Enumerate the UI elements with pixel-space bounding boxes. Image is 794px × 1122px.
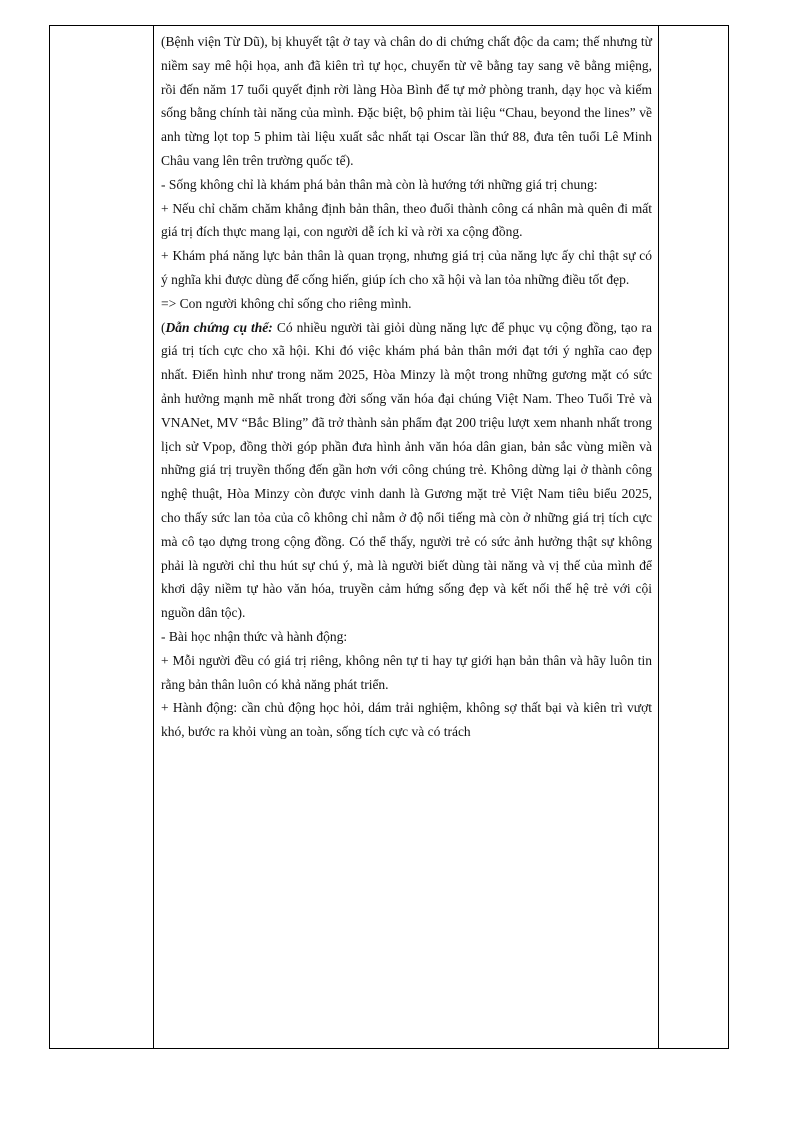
paragraph-lesson-action: + Hành động: cần chủ động học hỏi, dám trải nghiệm, không sợ thất bại và kiên trì vượt khó, bước ra khỏi vùng an toàn, sống tích cực và có trách bbox=[161, 700, 652, 740]
evidence-text: Có nhiều người tài giỏi dùng năng lực để phục vụ cộng đồng, tạo ra giá trị tích cực cho xã hội. Khi đó việc khám phá bản thân mới đạt tới ý nghĩa cao đẹp nhất. Điển hình như trong năm 2025, Hòa Minzy là một trong những gương mặt có sức ảnh hưởng mạnh mẽ nhất trong đời sống văn hóa đại chúng Việt Nam. Theo Tuổi Trẻ và VNANet, MV “Bắc Bling” đã trở thành sản phẩm đạt 200 triệu lượt xem nhanh nhất trong lịch sử Vpop, đồng thời góp phần đưa hình ảnh văn hóa dân gian, bản sắc vùng miền và những giá trị truyền thống đến gần hơn với công chúng trẻ. Không dừng lại ở thành công nghệ thuật, Hòa Minzy còn được vinh danh là Gương mặt trẻ Việt Nam tiêu biểu 2025, cho thấy sức lan tỏa của cô không chỉ nằm ở độ nổi tiếng mà còn ở những giá trị tích cực mà cô tạo dựng trong cộng đồng. Có thể thấy, người trẻ có sức ảnh hưởng thật sự không phải là người chỉ thu hút sự chú ý, mà là người biết dùng tài năng và vị thế của mình để khơi dậy niềm tự hào văn hóa, truyền cảm hứng sống đẹp và kết nối thế hệ trẻ với cội nguồn dân tộc). bbox=[161, 319, 652, 621]
answer-table bbox=[49, 25, 729, 1049]
paragraph-common-values: - Sống không chỉ là khám phá bản thân mà còn là hướng tới những giá trị chung: bbox=[161, 176, 598, 192]
paragraph-example-continuation: (Bệnh viện Từ Dũ), bị khuyết tật ở tay và chân do di chứng chất độc da cam; thế nhưng từ niềm say mê hội họa, anh đã kiên trì tự học, chuyển từ vẽ bằng tay sang vẽ bằng miệng, rồi đến năm 17 tuổi quyết định rời làng Hòa Bình để tự mở phòng tranh, dạy học và kiếm sống bằng chính tài năng của mình. Đặc biệt, bộ phim tài liệu “Chau, beyond the lines” về anh từng lọt top 5 phim tài liệu xuất sắc nhất tại Oscar lần thứ 88, đưa tên tuổi Lê Minh Châu vang lên trên trường quốc tế). bbox=[161, 34, 652, 168]
table-column-score bbox=[658, 26, 728, 1048]
paragraph-lesson-heading: - Bài học nhận thức và hành động: bbox=[161, 628, 348, 644]
paragraph-ability-value: + Khám phá năng lực bản thân là quan trọng, nhưng giá trị của năng lực ấy chỉ thật sự có ý nghĩa khi được dùng để cống hiến, giúp ích cho xã hội và lan tỏa những điều tốt đẹp. bbox=[161, 248, 652, 287]
evidence-label: Dẫn chứng cụ thể: bbox=[165, 319, 273, 335]
paragraph-self-assertion: + Nếu chỉ chăm chăm khẳng định bản thân, theo đuổi thành công cá nhân mà quên đi mất giá trị đích thực mang lại, con người dễ ích kỉ và rời xa cộng đồng. bbox=[161, 200, 652, 240]
evidence-open: ( bbox=[161, 319, 166, 335]
paragraph-evidence bbox=[161, 316, 652, 625]
paragraph-conclusion: => Con người không chỉ sống cho riêng mình. bbox=[161, 295, 412, 311]
table-column-question bbox=[50, 26, 154, 1048]
table-column-content bbox=[155, 26, 658, 1048]
paragraph-lesson-awareness: + Mỗi người đều có giá trị riêng, không nên tự ti hay tự giới hạn bản thân và hãy luôn tin rằng bản thân luôn có khả năng phát triển. bbox=[161, 652, 652, 692]
